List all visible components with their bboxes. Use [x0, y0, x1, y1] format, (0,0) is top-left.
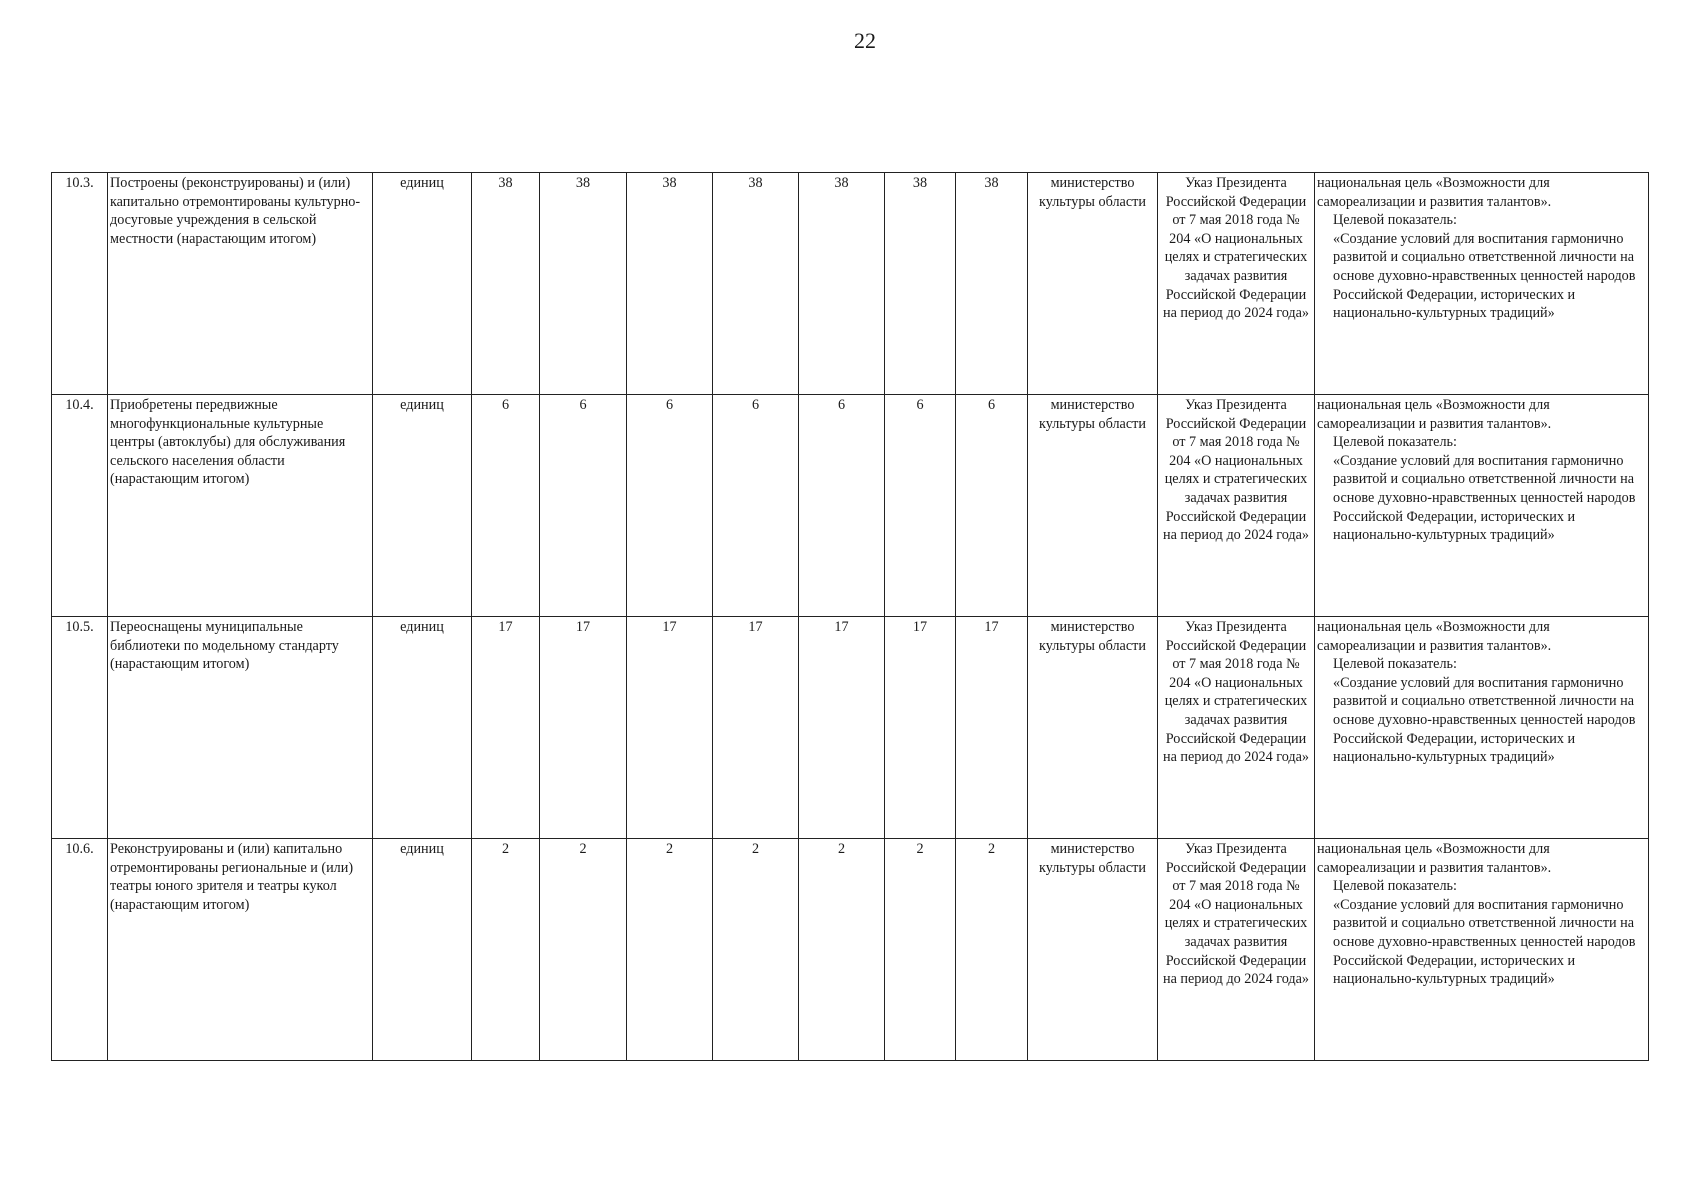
document-cell: Указ Президента Российской Федерации от 7 мая 2018 года № 204 «О национальных целях и стратегических задачах развития Российской Федерации на период до 2024 года»: [1158, 617, 1315, 839]
goal-national-target: национальная цель «Возможности для самореализации и развития талантов».: [1317, 619, 1552, 654]
value-cell: 38: [472, 173, 540, 395]
goal-indicator-text: «Создание условий для воспитания гармонично развитой и социально ответственной личности на основе духовно-нравственных ценностей народов Российской Федерации, исторических и национально-культурных традиций»: [1333, 674, 1636, 766]
goal-indicator-text: «Создание условий для воспитания гармонично развитой и социально ответственной личности на основе духовно-нравственных ценностей народов Российской Федерации, исторических и национально-культурных традиций»: [1333, 230, 1636, 322]
goal-national-target: национальная цель «Возможности для самореализации и развития талантов».: [1317, 841, 1552, 876]
value-cell: 17: [540, 617, 627, 839]
value-cell: 6: [956, 395, 1028, 617]
goal-cell: [1315, 173, 1649, 395]
document-cell: Указ Президента Российской Федерации от 7 мая 2018 года № 204 «О национальных целях и стратегических задачах развития Российской Федерации на период до 2024 года»: [1158, 395, 1315, 617]
value-cell: 2: [799, 839, 885, 1061]
goal-national-target: национальная цель «Возможности для самореализации и развития талантов».: [1317, 175, 1552, 210]
value-cell: 6: [713, 395, 799, 617]
unit-cell: единиц: [373, 617, 472, 839]
goal-indicator-text: «Создание условий для воспитания гармонично развитой и социально ответственной личности на основе духовно-нравственных ценностей народов Российской Федерации, исторических и национально-культурных традиций»: [1333, 896, 1636, 988]
goal-indicator-text: «Создание условий для воспитания гармонично развитой и социально ответственной личности на основе духовно-нравственных ценностей народов Российской Федерации, исторических и национально-культурных традиций»: [1333, 452, 1636, 544]
executor-cell: министерство культуры области: [1028, 395, 1158, 617]
goal-indicator-label: Целевой показатель:: [1333, 656, 1457, 673]
executor-cell: министерство культуры области: [1028, 617, 1158, 839]
goal-national-target: национальная цель «Возможности для самореализации и развития талантов».: [1317, 397, 1552, 432]
value-cell: 2: [885, 839, 956, 1061]
table-row: [52, 617, 1649, 839]
value-cell: 38: [540, 173, 627, 395]
table-body: [52, 173, 1649, 1061]
value-cell: 17: [956, 617, 1028, 839]
executor-cell: министерство культуры области: [1028, 839, 1158, 1061]
document-cell: Указ Президента Российской Федерации от 7 мая 2018 года № 204 «О национальных целях и стратегических задачах развития Российской Федерации на период до 2024 года»: [1158, 173, 1315, 395]
value-cell: 6: [627, 395, 713, 617]
indicator-name: Реконструированы и (или) капитально отремонтированы региональные и (или) театры юного зрителя и театры кукол (нарастающим итогом): [108, 839, 373, 1061]
value-cell: 17: [627, 617, 713, 839]
value-cell: 6: [472, 395, 540, 617]
executor-cell: министерство культуры области: [1028, 173, 1158, 395]
value-cell: 38: [799, 173, 885, 395]
value-cell: 38: [627, 173, 713, 395]
table-row: [52, 395, 1649, 617]
row-number: 10.6.: [52, 839, 108, 1061]
unit-cell: единиц: [373, 173, 472, 395]
goal-indicator-label: Целевой показатель:: [1333, 434, 1457, 451]
value-cell: 17: [472, 617, 540, 839]
goal-indicator-label: Целевой показатель:: [1333, 878, 1457, 895]
row-number: 10.4.: [52, 395, 108, 617]
value-cell: 38: [885, 173, 956, 395]
value-cell: 2: [627, 839, 713, 1061]
table-row: [52, 839, 1649, 1061]
value-cell: 38: [956, 173, 1028, 395]
value-cell: 6: [885, 395, 956, 617]
goal-indicator-label: Целевой показатель:: [1333, 212, 1457, 229]
value-cell: 17: [799, 617, 885, 839]
indicator-name: Приобретены передвижные многофункциональные культурные центры (автоклубы) для обслуживания сельского населения области (нарастающим итогом): [108, 395, 373, 617]
indicators-table: [51, 172, 1649, 1061]
unit-cell: единиц: [373, 395, 472, 617]
value-cell: 6: [540, 395, 627, 617]
table-row: [52, 173, 1649, 395]
goal-cell: [1315, 617, 1649, 839]
row-number: 10.5.: [52, 617, 108, 839]
unit-cell: единиц: [373, 839, 472, 1061]
document-cell: Указ Президента Российской Федерации от 7 мая 2018 года № 204 «О национальных целях и стратегических задачах развития Российской Федерации на период до 2024 года»: [1158, 839, 1315, 1061]
value-cell: 2: [540, 839, 627, 1061]
value-cell: 6: [799, 395, 885, 617]
indicator-name: Построены (реконструированы) и (или) капитально отремонтированы культурно-досуговые учреждения в сельской местности (нарастающим итогом): [108, 173, 373, 395]
page-number: 22: [854, 28, 876, 53]
goal-cell: [1315, 395, 1649, 617]
value-cell: 2: [956, 839, 1028, 1061]
goal-cell: [1315, 839, 1649, 1061]
value-cell: 17: [885, 617, 956, 839]
value-cell: 2: [713, 839, 799, 1061]
indicator-name: Переоснащены муниципальные библиотеки по модельному стандарту (нарастающим итогом): [108, 617, 373, 839]
row-number: 10.3.: [52, 173, 108, 395]
value-cell: 17: [713, 617, 799, 839]
value-cell: 2: [472, 839, 540, 1061]
value-cell: 38: [713, 173, 799, 395]
